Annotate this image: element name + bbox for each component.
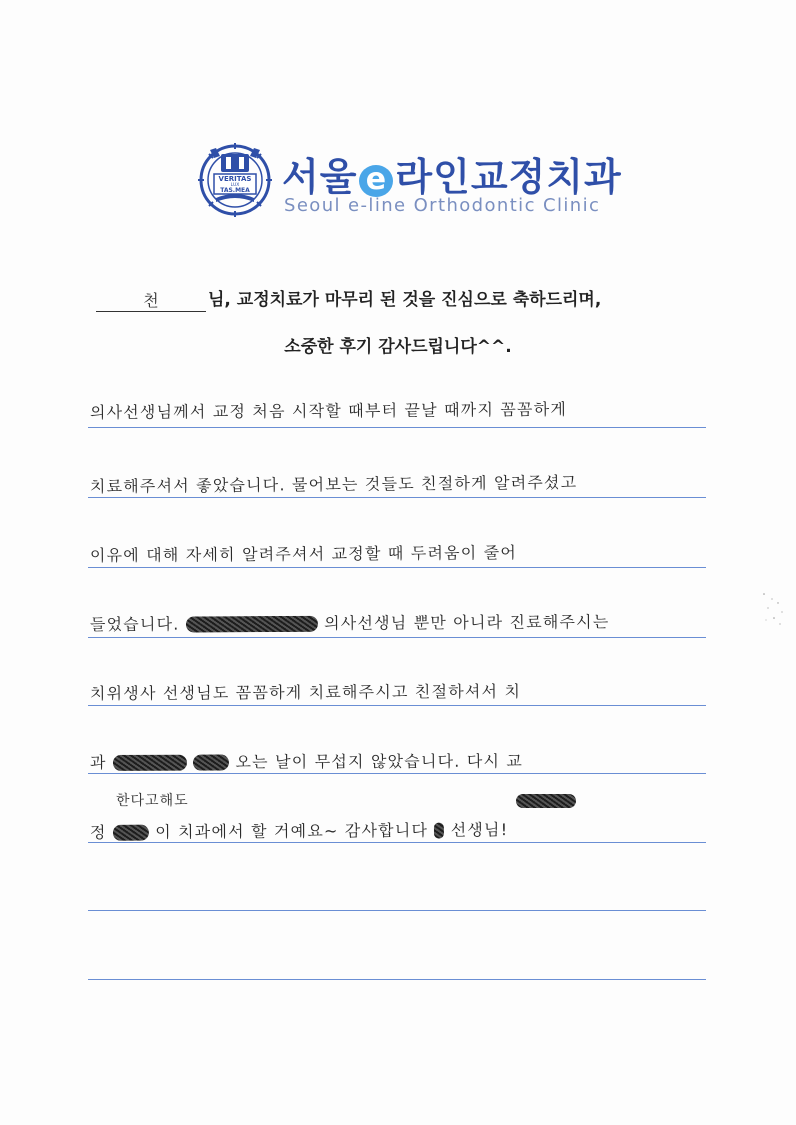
ruled-line	[88, 705, 706, 706]
redacted-name-mark	[113, 824, 149, 840]
review-line-7-middle: 이 치과에서 할 거예요~ 감사합니다	[155, 820, 429, 842]
e-logo-mark: e	[359, 165, 393, 197]
ruled-line	[88, 910, 706, 911]
redacted-name-mark	[113, 754, 187, 770]
clinic-name-suffix: 라인교정치과	[395, 155, 622, 199]
review-line-4	[90, 609, 730, 635]
redacted-name-mark	[516, 794, 576, 808]
redacted-name-mark	[186, 615, 318, 632]
greeting-line-1	[96, 285, 601, 311]
patient-name-blank: 천	[96, 288, 206, 312]
redacted-name-mark	[193, 754, 229, 770]
ruled-line	[88, 979, 706, 980]
ruled-line	[88, 773, 706, 774]
review-line-7	[90, 816, 730, 843]
review-line-7-end: 선생님!	[450, 820, 509, 840]
greeting-line-2: 소중한 후기 감사드립니다^^.	[284, 337, 512, 357]
review-line-4-start: 들었습니다.	[89, 614, 180, 634]
review-line-6-start: 과	[89, 752, 107, 772]
clinic-name-english: Seoul e-line Orthodontic Clinic	[284, 195, 601, 216]
ruled-line	[88, 567, 706, 568]
ruled-line	[88, 637, 706, 638]
review-line-7-insert-note: 한다고해도	[116, 793, 189, 809]
clinic-name-prefix: 서울	[282, 155, 358, 199]
review-line-6-end: 오는 날이 무섭지 않았습니다. 다시 교	[235, 751, 524, 772]
seal-motto-1: VERITAS	[218, 175, 252, 183]
review-line-4-end: 의사선생님 뿐만 아니라 진료해주시는	[324, 612, 610, 633]
review-line-6	[90, 748, 730, 773]
scan-specks-decoration	[758, 590, 788, 630]
ruled-line	[88, 497, 706, 498]
seal-motto-3: TAS.MEA	[220, 187, 250, 194]
review-line-5: 치위생사 선생님도 꼼꼼하게 치료해주시고 친절하셔서 치	[89, 681, 522, 703]
ruled-line	[88, 427, 706, 428]
seal-motto-2: LUX	[230, 183, 240, 188]
greeting-text-1: 님, 교정치료가 마무리 된 것을 진심으로 축하드리며,	[208, 290, 602, 310]
review-line-2: 치료해주셔서 좋았습니다. 물어보는 것들도 친절하게 알려주셨고	[89, 472, 578, 497]
ruled-line	[88, 842, 706, 843]
review-line-7-start: 정	[89, 822, 107, 842]
redacted-name-mark	[434, 822, 444, 838]
review-line-3: 이유에 대해 자세히 알려주셔서 교정할 때 두려움이 줄어	[89, 543, 518, 565]
university-seal-logo	[196, 140, 274, 218]
review-line-1: 의사선생님께서 교정 처음 시작할 때부터 끝날 때까지 꼼꼼하게	[89, 399, 568, 423]
clinic-name	[282, 146, 622, 201]
